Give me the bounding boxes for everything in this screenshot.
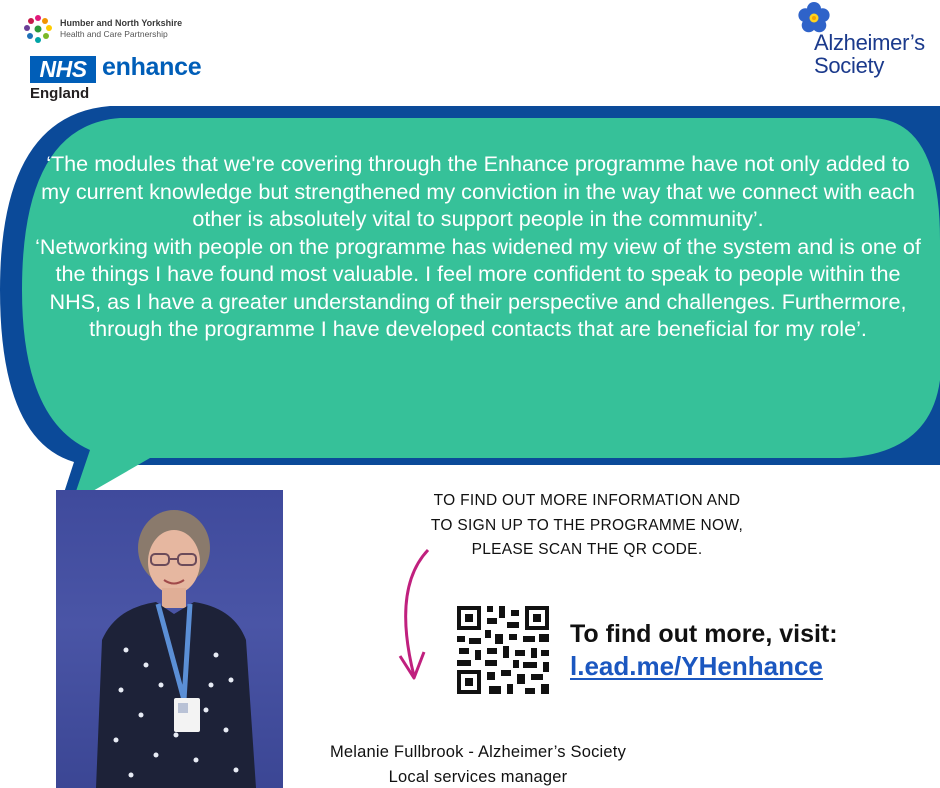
testimonial-quote — [30, 150, 926, 343]
quote-paragraph-1: ‘The modules that we're covering through the Enhance programme have not only added to my current knowledge but strengthened my conviction in the way that we connect with each other is absolutely vital to support people in the community’. — [41, 151, 915, 231]
nhs-region: England — [30, 85, 90, 102]
info-line-2: TO SIGN UP TO THE PROGRAMME NOW, — [430, 516, 744, 534]
portrait-illustration — [56, 490, 283, 788]
partnership-name: Humber and North Yorkshire — [60, 18, 183, 28]
enhance-wordmark: enhance — [102, 53, 202, 81]
portrait-photo — [56, 490, 283, 788]
caption-role: Local services manager — [388, 768, 568, 786]
info-line-3: PLEASE SCAN THE QR CODE. — [471, 541, 703, 558]
nhs-badge: NHS — [30, 56, 96, 83]
info-instructions — [387, 489, 787, 563]
qr-code-icon[interactable] — [455, 604, 551, 696]
partnership-subtitle: Health and Care Partnership — [60, 29, 168, 39]
info-line-1: TO FIND OUT MORE INFORMATION AND — [433, 492, 741, 509]
curved-arrow-down-icon — [392, 548, 442, 688]
caption-name: Melanie Fullbrook - Alzheimer’s Society — [329, 743, 627, 761]
society-wordmark: Society — [814, 53, 885, 78]
visit-heading: To find out more, visit: — [570, 620, 838, 648]
quote-paragraph-2: ‘Networking with people on the programme has widened my view of the system and is one of the things I have found most valuable. I feel more confident to speak to people within the NHS, as I have a greater understanding of their perspective and challenges. Furthermore, through the programme I have developed contacts that are beneficial for my role’. — [35, 233, 921, 341]
photo-caption — [300, 740, 656, 788]
alzheimers-wordmark: Alzheimer’s — [814, 30, 925, 55]
programme-link[interactable]: l.ead.me/YHenhance — [570, 651, 823, 681]
